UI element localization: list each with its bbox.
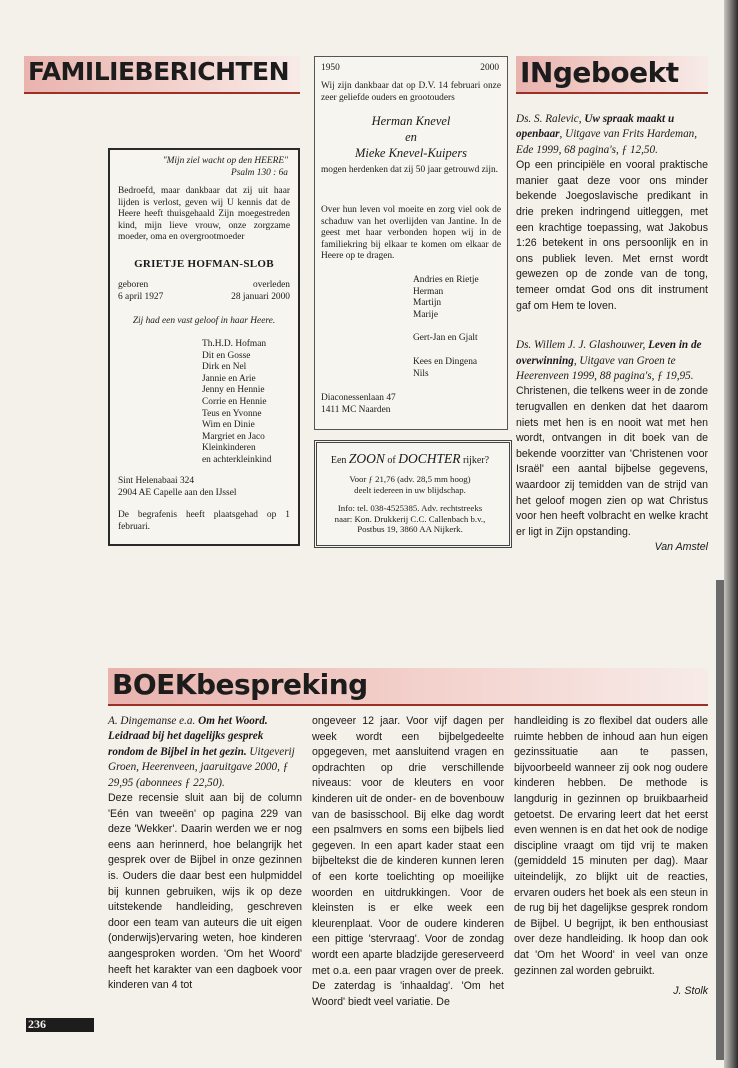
- ingeboekt-column: [516, 112, 708, 556]
- advert-of: of: [387, 455, 396, 466]
- boek-body-1: Deze recensie sluit aan bij de column 'Eén van tweeën' op pagina 229 van deze 'Wekker'. Daarin werden we er nog eens aan herinnerd, hoe belangrijk het gesprek over de Bijbel in onze gezinnen is. Ouders die daar best een hulpmiddel bij kunnen gebruiken, wijs ik op deze uitstekende handleiding, geschreven door een team van auteurs die uit eigen (onderwijs)ervaring weten, hoe kinderen aangesproken worden. 'Om het Woord' heeft het karakter van een dagboek voor kinderen van 4 tot: [108, 792, 302, 992]
- page-binding-shadow: [716, 580, 724, 1060]
- jubilee-family2-member-0: Gert-Jan en Gjalt: [413, 333, 478, 343]
- boek-publication: Uitgeverij Groen, Heerenveen, jaaruitgave 2000, ƒ 29,95 (abonnees ƒ 22,50).: [108, 745, 295, 789]
- born-date: 6 april 1927: [118, 291, 164, 302]
- boek-signature: J. Stolk: [673, 985, 708, 998]
- boek-title: Om het Woord. Leidraad bij het dagelijks gesprek rondom de Bijbel in het gezin.: [108, 715, 268, 758]
- family-member-1: Dit en Gosse: [202, 350, 251, 361]
- review-2-body: Christenen, die telkens weer in de zonde terugvallen en denken dat het daarom niets met hen is en nooit wat met hen wordt, ontvangen in dit boek van de bekende voorzitter van 'Christenen voor Israël' een aantal bijbelse gegevens, waardoor zij temidden van de strijd van het geloof mogen zien op wat Christus voor hen heeft volbracht en welke kracht er ligt in Zijn opstanding.: [516, 385, 708, 538]
- jubilee-family3-member-0: Kees en Dingena: [413, 357, 478, 367]
- familieberichten-heading: FAMILIEBERICHTEN: [28, 57, 290, 86]
- died-date: 28 januari 2000: [231, 291, 290, 302]
- jubilee-family3-member-1: Nils: [413, 368, 429, 379]
- family-member-0: Th.H.D. Hofman: [202, 339, 267, 349]
- review-2-author: Ds. Willem J. J. Glashouwer,: [516, 339, 649, 352]
- review-signature: Van Amstel: [654, 541, 708, 554]
- family-group-3: [413, 357, 503, 380]
- advert-zoon: ZOON: [348, 451, 385, 466]
- psalm-quote: "Mijn ziel wacht op den HEERE": [162, 156, 288, 166]
- review-2-heading: [516, 338, 708, 384]
- advert-info-2: naar: Kon. Drukkerij C.C. Callenbach b.v.,: [334, 513, 486, 524]
- advert-suffix: rijker?: [463, 455, 490, 466]
- ingeboekt-heading: INgeboekt: [520, 56, 679, 89]
- advert-dochter: DOCHTER: [398, 451, 461, 466]
- family-group-1: [413, 275, 503, 321]
- advert-box: [314, 440, 512, 548]
- year-end: 2000: [480, 63, 499, 73]
- family-member-5: Corrie en Hennie: [202, 396, 267, 407]
- born-label: geboren: [118, 280, 149, 290]
- advert-info-3: Postbus 19, 3860 AA Nijkerk.: [357, 524, 463, 534]
- advert-prefix: Een: [330, 455, 347, 466]
- burial-note: De begrafenis heeft plaatsgehad op 1 februari.: [118, 510, 290, 532]
- review-2-title: Leven in de overwinning: [516, 339, 702, 367]
- death-announcement: [108, 148, 300, 546]
- advert-headline: [317, 451, 503, 467]
- boek-author: A. Dingemanse e.a.: [108, 715, 199, 727]
- family-member-2: Dirk en Nel: [202, 362, 247, 373]
- boek-heading: [108, 714, 302, 791]
- ingeboekt-banner: [516, 56, 708, 94]
- boek-column-3: [514, 714, 708, 997]
- jubilee-address-1: Diaconessenlaan 47: [321, 393, 396, 403]
- boekbespreking-heading: BOEKbespreking: [112, 668, 368, 701]
- announcement-intro: Bedroefd, maar dankbaar dat zij uit haar lijden is verlost, geven wij U kennis dat de Heere heeft thuisgehaald Zijn moegestreden kind, mijn lieve vrouw, onze zorgzame moeder, oma en overgrootmoeder: [118, 186, 290, 243]
- family-list: [202, 339, 294, 467]
- address-line-1: Sint Helenabaai 324: [118, 476, 195, 486]
- page-number-bar: [26, 1018, 94, 1032]
- page-number: 236: [28, 1017, 46, 1031]
- review-1-publication: , Uitgave van Frits Hardeman, Ede 1999, 68 pagina's, ƒ 12,50.: [516, 128, 698, 156]
- jubilee-family-member-3: Marije: [413, 309, 438, 320]
- year-start: 1950: [321, 63, 340, 73]
- address-line-2: 2904 AE Capelle aan den IJssel: [118, 487, 237, 498]
- jubilee-address-2: 1411 MC Naarden: [321, 404, 391, 415]
- family-member-9: Kleinkinderen: [202, 443, 256, 454]
- psalm-reference: Psalm 130 : 6a: [230, 167, 288, 178]
- died-label: overleden: [253, 280, 290, 290]
- familieberichten-banner: [24, 56, 300, 94]
- advert-price-2: deelt iedereen in uw blijdschap.: [354, 484, 466, 495]
- jubilee-text-1: mogen herdenken dat zij 50 jaar getrouwd zijn.: [321, 165, 499, 175]
- family-member-4: Jenny en Hennie: [202, 385, 265, 396]
- jubilee-family-member-0: Andries en Rietje: [413, 275, 479, 285]
- advert-price: Voor ƒ 21,76 (adv. 28,5 mm hoog): [349, 474, 471, 484]
- family-member-6: Teus en Yvonne: [202, 408, 262, 419]
- en-word: en: [405, 130, 417, 144]
- page-binding-edge: [724, 0, 738, 1068]
- family-group-2: [413, 333, 503, 345]
- review-1-author: Ds. S. Ralevic,: [516, 113, 585, 125]
- name-herman: Herman Knevel: [371, 114, 451, 128]
- review-1-body: Op een principiële en vooral praktische manier gaat deze voor ons minder bekende Joegoslavische predikant in drie preken indringend uitleggen, met een krachtige toepassing, wat Jakobus 1:26 betekent in ons persoonlijk en in ons publiek leven. Met ernst wordt gewezen op de zonde van de tong, temeer omdat God ons dit instrument gaf om Hem te loven.: [516, 159, 708, 312]
- deceased-name: GRIETJE HOFMAN-SLOB: [134, 258, 274, 270]
- review-1-title: Uw spraak maakt u openbaar: [516, 113, 675, 141]
- jubilee-announcement: [314, 56, 508, 430]
- boek-column-2: [312, 714, 504, 1010]
- boek-body-2: ongeveer 12 jaar. Voor vijf dagen per week wordt een bijbelgedeelte opgegeven, met aansluitend vragen en opdrachten op drie verschillende niveaus: voor de kleuters en voor kinderen uit de onder- en de bovenbouw van de basisschool. Bij elke dag wordt een psalmvers en soms een bijbels lied gegeven. In een apart kader staat een bijbeltekst die de kinderen kunnen leren of een korte toelichting op moeilijke woorden en uitdrukkingen. Voor de kleinsten is er elke week een kleurenplaat. Voor de oudere kinderen een pittige 'stervraag'. Voor de zondag wordt een aparte bladzijde gereserveerd met o.a. een paar vragen over de preek. De zaterdag is 'inhaaldag'. 'Om het Woord' biedt veel variatie. De: [312, 715, 504, 1008]
- review-2-publication: , Uitgave van Groen te Heerenveen 1999, 88 pagina's, ƒ 19,95.: [516, 354, 694, 382]
- faith-line: Zij had een vast geloof in haar Heere.: [132, 316, 276, 326]
- jubilee-intro: Wij zijn dankbaar dat op D.V. 14 februari onze zeer geliefde ouders en grootouders: [321, 81, 501, 103]
- advert-info-1: Info: tel. 038-4525385. Adv. rechtstreeks: [337, 503, 483, 513]
- name-mieke: Mieke Knevel-Kuipers: [354, 146, 468, 160]
- family-member-10: en achterkleinkind: [202, 454, 272, 465]
- jubilee-text-2: Over hun leven vol moeite en zorg viel ook de schaduw van het overlijden van Jantine. In de geest met haar verbonden hopen wij in de familiekring bij elkaar te komen om elkaar de Heere op te dragen.: [321, 205, 501, 262]
- jubilee-family-member-1: Herman: [413, 286, 444, 297]
- review-1-heading: [516, 112, 708, 158]
- jubilee-family-member-2: Martijn: [413, 298, 442, 309]
- family-member-3: Jannie en Arie: [202, 373, 256, 384]
- boek-column-1: [108, 714, 302, 994]
- boek-body-3: handleiding is zo flexibel dat ouders alle ruimte hebben de inhoud aan hun eigen gezinssituatie aan te passen, bijvoorbeeld wanneer zij ook nog oudere kinderen hebben. De methode is langdurig in gezinnen op bruikbaarheid getoetst. De ervaring leert dat het eerst even wennen is en dat het ook de nodige discipline vraagt om tijd vrij te maken (gemiddeld 15 minuten per dag). Maar uiteindelijk, zo blijkt uit de reacties, ervaren ouders het boek als een steun in de rug bij het dagelijkse gesprek rondom de Bijbel. U begrijpt, ik ben enthousiast over deze handleiding. Ik hoop dan ook dat 'Om het Woord' in veel van onze gezinnen zal worden gebruikt.: [514, 715, 708, 977]
- boekbespreking-banner: [108, 668, 708, 706]
- family-member-8: Margriet en Jaco: [202, 431, 265, 442]
- family-member-7: Wim en Dinie: [202, 420, 255, 431]
